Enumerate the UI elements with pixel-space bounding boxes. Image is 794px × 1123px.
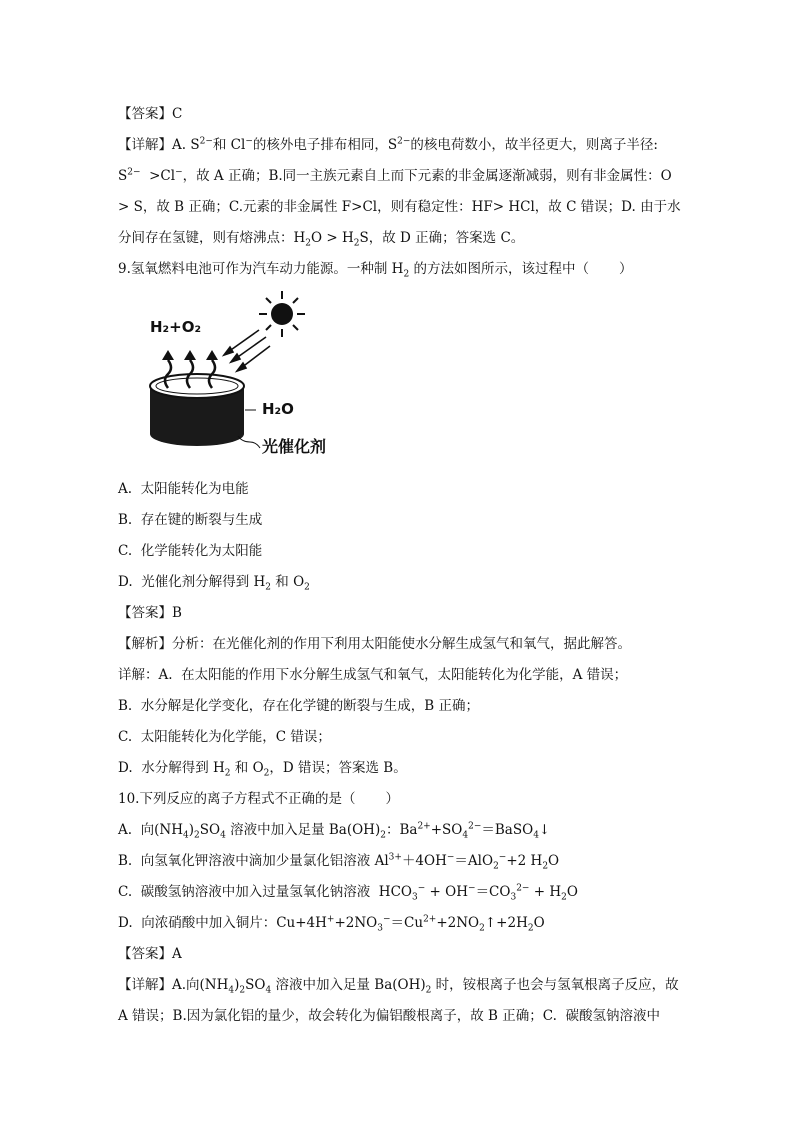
text-line: 【解析】分析：在光催化剂的作用下利用太阳能使水分解生成氢气和氧气，据此解答。 <box>118 636 631 652</box>
text-line: C. 碳酸氢钠溶液中加入过量氢氧化钠溶液 $HCO_3^- + OH^-=CO_3^{2-} + H_2O$ <box>118 883 578 903</box>
catalyst-cylinder-icon <box>150 374 244 446</box>
text-line: 详解：A. 在太阳能的作用下水分解生成氢气和氧气，太阳能转化为化学能，A 错误； <box>118 667 628 683</box>
text-line: A. 太阳能转化为电能 <box>118 481 249 497</box>
text-line: C. 化学能转化为太阳能 <box>118 543 263 559</box>
sun-icon <box>259 291 305 337</box>
text-line: > S，故 B 正确；C.元素的非金属性 F>Cl，则有稳定性：HF> HCl，故 C 错误；D. 由于水 <box>118 199 681 215</box>
text-line: 【答案】A <box>118 946 182 962</box>
text-line: 分间存在氢键，则有熔沸点：$H_2O > H_2S$，故 D 正确；答案选 C。 <box>118 230 525 249</box>
text-line: B. 向氢氧化钾溶液中滴加少量氯化铝溶液 $Al^{3+}+4OH^-=AlO_2^-+2$ $H_2O$ <box>118 852 560 872</box>
text-line: D. 向浓硝酸中加入铜片：$Cu+4H^++2NO_3^-=Cu^{2+}+2NO_2↑+2H_2O$ <box>118 914 545 934</box>
water-label: H₂O <box>262 400 294 418</box>
text-line: 【详解】A. $S^{2-}$和 Cl−的核外电子排布相同，$S^{2-}$的核电荷数小，故半径更大，则离子半径: <box>118 136 658 153</box>
text-line: 10.下列反应的离子方程式不正确的是（ ） <box>118 791 400 807</box>
catalyst-label: 光催化剂 <box>262 437 327 456</box>
text-line: 【详解】A.向$(NH_4)_2SO_4$ 溶液中加入足量 $Ba(OH)_2$ 时，铵根离子也会与氢氧根离子反应，故 <box>118 977 679 996</box>
text-line: D. 光催化剂分解得到 $H_2$ 和 $O_2$ <box>118 574 310 593</box>
text-line: B. 水分解是化学变化，存在化学键的断裂与生成，B 正确； <box>118 698 480 714</box>
text-line: D. 水分解得到 $H_2$ 和 $O_2$，D 错误；答案选 B。 <box>118 760 407 779</box>
text-line: B. 存在键的断裂与生成 <box>118 512 263 528</box>
light-ray-arrows-icon <box>224 330 270 371</box>
gas-label: H₂+O₂ <box>150 318 202 336</box>
text-line: $S^{2-} >Cl^-$，故 A 正确；B.同一主族元素自上而下元素的非金属逐渐减弱，则有非金属性：O <box>118 167 672 184</box>
text-line: A. 向$(NH_4)_2SO_4$ 溶液中加入足量 $Ba(OH)_2$：$Ba^{2+}+SO_4^{2-}=BaSO_4↓$ <box>118 821 551 841</box>
text-line: 【答案】B <box>118 605 182 621</box>
text-line: A 错误；B.因为氯化铝的量少，故会转化为偏铝酸根离子，故 B 正确；C. 碳酸氢钠溶液中 <box>118 1008 660 1024</box>
text-line: 9.氢氧燃料电池可作为汽车动力能源。一种制 $H_2$ 的方法如图所示，该过程中（ ） <box>118 261 633 280</box>
text-line: C. 太阳能转化为化学能，C 错误； <box>118 729 331 745</box>
text-line: 【答案】C <box>118 106 183 122</box>
photocatalysis-figure <box>138 288 358 468</box>
